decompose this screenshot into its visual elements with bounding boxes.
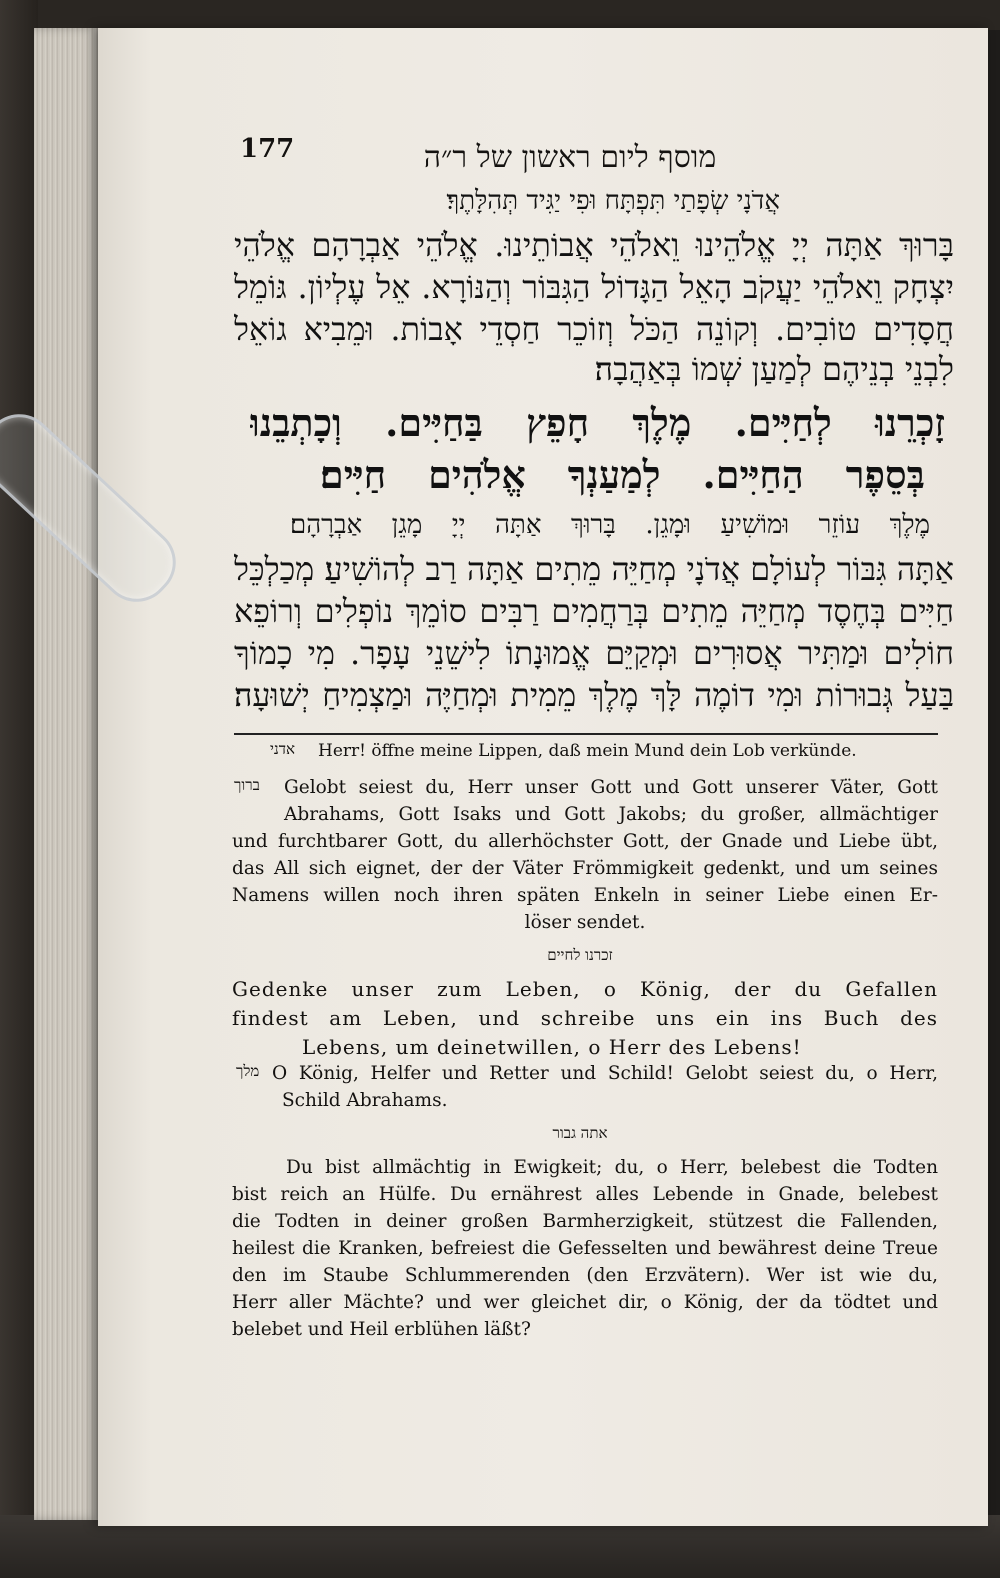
hebrew-line: חוֹלִים וּמַתִּיר אֲסוּרִים וּמְקַיֵּם אֱמוּנָתוֹ לִישֵׁנֵי עָפָר. מִי כָמוֹךָ bbox=[234, 634, 954, 672]
hebrew-line: לִבְנֵי בְנֵיהֶם לְמַעַן שְׁמוֹ בְּאַהֲבָה׃ bbox=[594, 350, 954, 388]
hebrew-cue: אדני bbox=[270, 740, 296, 758]
hebrew-line: חֲסָדִים טוֹבִים. וְקוֹנֵה הַכֹּל וְזוֹכֵר חַסְדֵי אָבוֹת. וּמֵבִיא גוֹאֵל bbox=[234, 310, 954, 348]
hebrew-zochrenu-line: בְּסֵפֶר הַחַיִּים. לְמַעַנְךָ אֱלֹהִים חַיִּים׃ bbox=[320, 452, 925, 497]
hebrew-line: בַּעַל גְּבוּרוֹת וּמִי דוֹמֶה לָּךְ מֶלֶךְ מֵמִית וּמְחַיֶּה וּמַצְמִיחַ יְשׁוּעָה׃ bbox=[234, 676, 954, 714]
translation-line: Abrahams, Gott Isaks und Gott Jakobs; du großer, allmächtiger bbox=[284, 804, 938, 825]
translation-line: und furchtbarer Gott, du allerhöchster Gott, der Gnade und Liebe übt, bbox=[232, 831, 938, 852]
page-edges bbox=[34, 28, 100, 1520]
horizontal-rule bbox=[234, 733, 938, 735]
translation-line: heilest die Kranken, befreiest die Gefesselten und bewährest deine Treue bbox=[232, 1238, 938, 1259]
running-head: מוסף ליום ראשון של ר״ה bbox=[423, 140, 717, 175]
section-heading: זכרנו לחיים bbox=[547, 946, 613, 964]
translation-line: O König, Helfer und Retter und Schild! Gelobt seiest du, o Herr, bbox=[272, 1063, 938, 1084]
translation-line: findest am Leben, und schreibe uns ein ins Buch des bbox=[232, 1006, 938, 1030]
translation-line: belebet und Heil erblühen läßt? bbox=[232, 1319, 531, 1340]
hebrew-line: יִצְחָק וֵאלֹהֵי יַעֲקֹב הָאֵל הַגָּדוֹל הַגִּבּוֹר וְהַנּוֹרָא. אֵל עֶלְיוֹן. גּוֹמֵל bbox=[234, 268, 954, 306]
translation-line: Schild Abrahams. bbox=[282, 1090, 448, 1111]
section-heading: אתה גבור bbox=[552, 1124, 608, 1142]
translation-line: Herr aller Mächte? und wer gleichet dir, o König, der da tödtet und bbox=[232, 1292, 938, 1313]
hebrew-line: אֲדֹנָי שְׂפָתַי תִּפְתָּח וּפִי יַגִּיד תְּהִלָּתֶךָ׃ bbox=[446, 186, 780, 216]
book-cover-edge bbox=[0, 0, 38, 1578]
page-number: 177 bbox=[240, 134, 295, 164]
translation-line: bist reich an Hülfe. Du ernährest alles Lebende in Gnade, belebest bbox=[232, 1184, 938, 1205]
hebrew-line: מֶלֶךְ עוֹזֵר וּמוֹשִׁיעַ וּמָגֵן. בָּרוּךְ אַתָּה יְיָ מָגֵן אַבְרָהָם׃ bbox=[290, 510, 930, 540]
translation-line: Namens willen noch ihren späten Enkeln in seiner Liebe einen Er- bbox=[232, 885, 938, 906]
translation-line: das All sich eignet, der der Väter Frömmigkeit gedenkt, und um seines bbox=[232, 858, 938, 879]
hebrew-cue: מלך bbox=[236, 1062, 260, 1080]
translation-line: Lebens, um deinetwillen, o Herr des Lebens! bbox=[302, 1035, 802, 1059]
translation-line: löser sendet. bbox=[524, 912, 646, 933]
binding-top bbox=[0, 0, 1000, 30]
hebrew-zochrenu-line: זָכְרֵנוּ לְחַיִּים. מֶלֶךְ חָפֵץ בַּחַיִּים. וְכָתְבֵנוּ bbox=[250, 400, 945, 445]
translation-line: Gedenke unser zum Leben, o König, der du Gefallen bbox=[232, 977, 938, 1001]
hebrew-line: אַתָּה גִּבּוֹר לְעוֹלָם אֲדֹנָי מְחַיֵּה מֵתִים אַתָּה רַב לְהוֹשִׁיעַ׃ מְכַלְכֵּל bbox=[234, 550, 954, 588]
translation-line: Gelobt seiest du, Herr unser Gott und Gott unserer Väter, Gott bbox=[284, 777, 938, 798]
translation-line: Du bist allmächtig in Ewigkeit; du, o Herr, belebest die Todten bbox=[286, 1157, 938, 1178]
hebrew-line: בָּרוּךְ אַתָּה יְיָ אֱלֹהֵינוּ וֵאלֹהֵי אֲבוֹתֵינוּ. אֱלֹהֵי אַבְרָהָם אֱלֹהֵי bbox=[234, 226, 954, 264]
translation-line: den im Staube Schlummerenden (den Erzvätern). Wer ist wie du, bbox=[232, 1265, 938, 1286]
translation-line: die Todten in deiner großen Barmherzigkeit, stützest die Fallenden, bbox=[232, 1211, 938, 1232]
translation-line: Herr! öffne meine Lippen, daß mein Mund dein Lob verkünde. bbox=[318, 741, 857, 761]
hebrew-line: חַיִּים בְּחֶסֶד מְחַיֵּה מֵתִים בְּרַחֲמִים רַבִּים סוֹמֵךְ נוֹפְלִים וְרוֹפֵא bbox=[234, 592, 954, 630]
hebrew-cue: ברוך bbox=[234, 776, 260, 794]
